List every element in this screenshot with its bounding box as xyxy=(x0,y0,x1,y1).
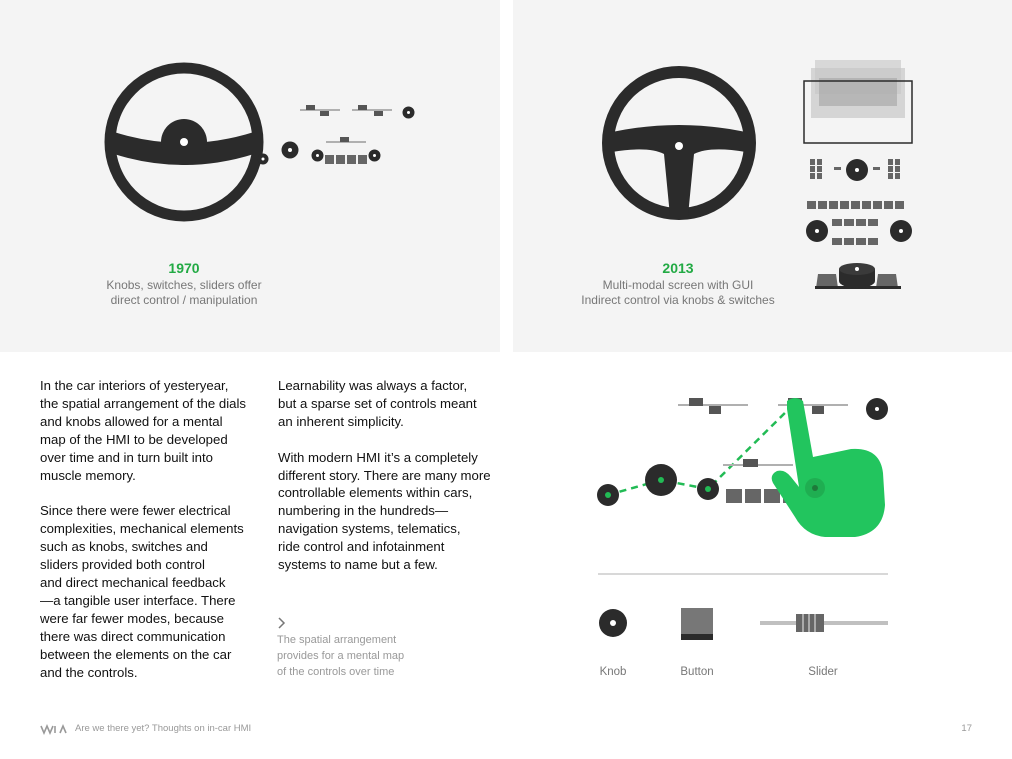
knob-icon xyxy=(368,149,381,162)
legend-slider-label: Slider xyxy=(808,666,838,678)
hand-pointer-icon xyxy=(765,395,895,545)
knob-icon xyxy=(402,106,415,119)
steering-wheel-icon xyxy=(100,58,268,226)
caption-1970-line2: direct control / manipulation xyxy=(110,293,258,307)
button-row-icon xyxy=(325,155,367,164)
slider-icon xyxy=(326,137,366,147)
slider-icon xyxy=(300,104,340,118)
sidenote: The spatial arrangement provides for a mental map of the controls over time xyxy=(277,634,405,678)
slider-icon xyxy=(760,612,888,634)
legend-button-label: Button xyxy=(680,666,714,678)
steering-wheel-icon xyxy=(598,62,760,224)
caption-1970-line1: Knobs, switches, sliders offer xyxy=(106,278,262,292)
small-knob-icon xyxy=(257,153,269,165)
knob-icon xyxy=(598,608,628,638)
footer-title: Are we there yet? Thoughts on in-car HMI xyxy=(75,723,252,734)
year-1970: 1970 xyxy=(168,260,200,276)
logo-icon xyxy=(40,723,68,735)
page-number: 17 xyxy=(961,723,972,734)
body-column-1: In the car interiors of yesteryear, the spatial arrangement of the dials and knobs allowed for a mental map of the HMI to be developed over time and in turn built into muscle memory. Since there were fewer electrical complexities, mechanical elements such as knobs, switches and sliders provided both control and direct mechanical feedback —a tangible user interface. There were far fewer modes, because there was direct communication between the elements on the car and the controls. xyxy=(40,378,246,680)
screen-icon xyxy=(803,58,913,148)
panel-2013 xyxy=(513,0,1012,352)
caption-2013-line1: Multi-modal screen with GUI xyxy=(602,278,754,292)
legend-divider xyxy=(598,573,888,575)
caption-2013-line2: Indirect control via knobs & switches xyxy=(581,293,775,307)
slider-icon xyxy=(352,104,392,118)
control-cluster-icon xyxy=(807,157,917,297)
knob-icon xyxy=(281,141,299,159)
body-column-2: Learnability was always a factor, but a sparse set of controls meant an inherent simplicity. With modern HMI it’s a completely different story. There are many more controllable elements within cars, numbering in the hundreds— navigation systems, telematics, ride control and infotainment systems to name but a few. xyxy=(278,378,491,573)
chevron-right-icon xyxy=(277,616,287,630)
legend-knob-label: Knob xyxy=(599,666,627,678)
panel-1970 xyxy=(0,0,500,352)
year-2013: 2013 xyxy=(662,260,694,276)
button-icon xyxy=(681,608,713,640)
knob-icon xyxy=(311,149,324,162)
